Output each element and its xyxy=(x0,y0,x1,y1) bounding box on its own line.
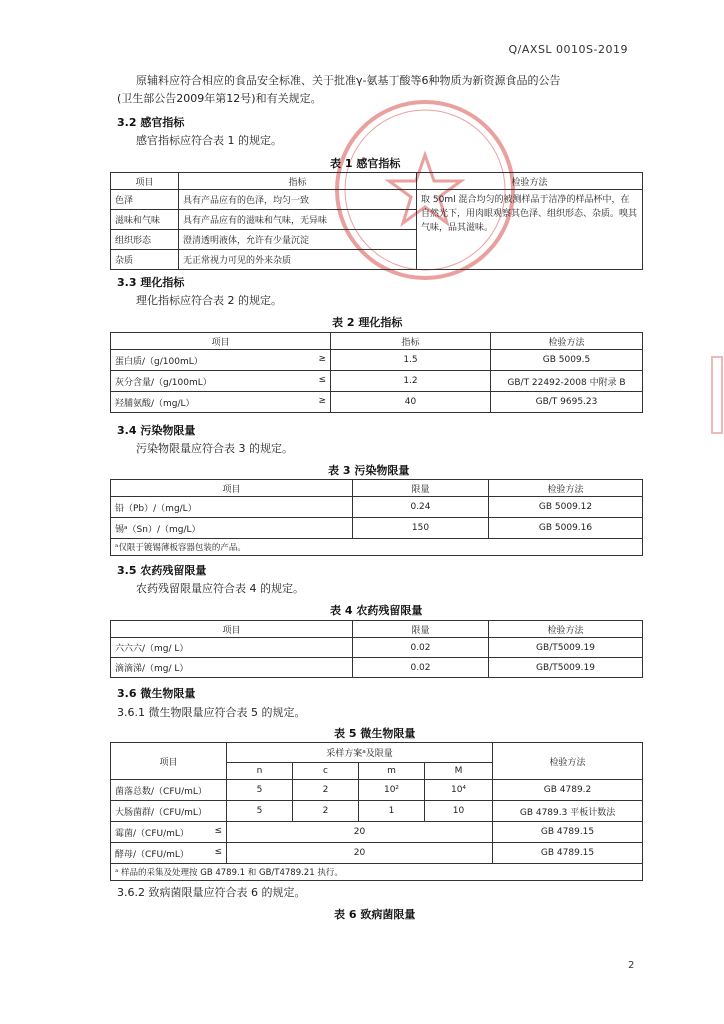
table-5-subheader-m: m xyxy=(359,763,425,780)
table-row-item: 霉菌/（CFU/mL） ≤ xyxy=(111,822,227,843)
table-row-method: GB/T5009.19 xyxy=(489,638,643,658)
table-1-method: 取 50ml 混合均匀的被测样品于洁净的样品杯中，在自然光下，用肉眼观察其色泽、组织形态、杂质。嗅其气味，品其滋味。 xyxy=(417,190,643,270)
table-row-n: 5 xyxy=(227,801,293,822)
table-2-caption: 表 2 理化指标 xyxy=(332,316,403,329)
table-row-c: 2 xyxy=(293,801,359,822)
table-row-method: GB/T 22492-2008 中附录 B xyxy=(491,371,643,392)
table-row-value: 无正常视力可见的外来杂质 xyxy=(179,250,417,270)
comparison-operator: ≤ xyxy=(214,825,222,836)
table-row-item: 六六六/（mg/ L） xyxy=(111,638,353,658)
table-5-header-plan: 采样方案ᵃ及限量 xyxy=(227,743,493,763)
table-row-value: 0.02 xyxy=(353,638,489,658)
section-3-6-heading: 3.6 微生物限量 xyxy=(117,687,196,700)
comparison-operator: ≥ xyxy=(318,395,326,406)
table-3-header-value: 限量 xyxy=(353,480,489,497)
table-4-header-item: 项目 xyxy=(111,621,353,638)
table-row-value: 具有产品应有的滋味和气味，无异味 xyxy=(179,210,417,230)
table-1-caption: 表 1 感官指标 xyxy=(330,157,401,170)
table-3-caption: 表 3 污染物限量 xyxy=(328,464,410,477)
table-2-header-value: 指标 xyxy=(331,333,491,350)
table-row-method: GB 5009.16 xyxy=(489,518,643,539)
table-5 xyxy=(110,742,643,881)
table-1-header-method: 检验方法 xyxy=(417,173,643,190)
table-row-value: 20 xyxy=(227,822,493,843)
comparison-operator: ≤ xyxy=(214,846,222,857)
table-4 xyxy=(110,620,643,678)
table-row-c: 2 xyxy=(293,780,359,801)
table-5-subheader-M: M xyxy=(425,763,493,780)
table-row-method: GB 4789.3 平板计数法 xyxy=(493,801,643,822)
section-3-5-heading: 3.5 农药残留限量 xyxy=(117,564,207,577)
table-3-note: ᵃ仅限于镀锡薄板容器包装的产品。 xyxy=(111,539,643,556)
table-row-item: 滋味和气味 xyxy=(111,210,179,230)
table-3 xyxy=(110,479,643,556)
section-3-6-2-text: 3.6.2 致病菌限量应符合表 6 的规定。 xyxy=(117,886,306,899)
table-row-value: 1.5 xyxy=(331,350,491,371)
table-row-item: 大肠菌群/（CFU/mL） xyxy=(111,801,227,822)
table-row-method: GB/T5009.19 xyxy=(489,658,643,678)
standard-code: Q/AXSL 0010S-2019 xyxy=(508,43,628,56)
table-row-item: 杂质 xyxy=(111,250,179,270)
table-row-method: GB 4789.15 xyxy=(493,822,643,843)
section-3-2-text: 感官指标应符合表 1 的规定。 xyxy=(136,134,282,147)
table-row-method: GB 4789.2 xyxy=(493,780,643,801)
table-row-item: 锡ᵃ（Sn）/（mg/L） xyxy=(111,518,353,539)
section-3-4-heading: 3.4 污染物限量 xyxy=(117,424,196,437)
table-row-value: 具有产品应有的色泽，均匀一致 xyxy=(179,190,417,210)
section-3-5-text: 农药残留限量应符合表 4 的规定。 xyxy=(136,582,304,595)
table-row-item: 酵母/（CFU/mL） ≤ xyxy=(111,843,227,864)
table-row-item: 灰分含量/（g/100mL） ≤ xyxy=(111,371,331,392)
table-6-caption: 表 6 致病菌限量 xyxy=(334,908,416,921)
section-3-4-text: 污染物限量应符合表 3 的规定。 xyxy=(136,442,293,455)
table-row-item: 色泽 xyxy=(111,190,179,210)
edge-stamp-icon xyxy=(710,355,724,435)
table-3-header-item: 项目 xyxy=(111,480,353,497)
intro-line-2: (卫生部公告2009年第12号)和有关规定。 xyxy=(117,92,322,105)
table-5-header-method: 检验方法 xyxy=(493,743,643,780)
table-5-header-item: 项目 xyxy=(111,743,227,780)
section-3-3-text: 理化指标应符合表 2 的规定。 xyxy=(136,294,282,307)
section-3-3-heading: 3.3 理化指标 xyxy=(117,276,185,289)
table-2 xyxy=(110,332,643,413)
table-5-subheader-n: n xyxy=(227,763,293,780)
table-row-item: 组织形态 xyxy=(111,230,179,250)
table-row-m: 1 xyxy=(359,801,425,822)
table-1-header-value: 指标 xyxy=(179,173,417,190)
comparison-operator: ≥ xyxy=(318,353,326,364)
table-row-M: 10 xyxy=(425,801,493,822)
table-row-value: 1.2 xyxy=(331,371,491,392)
section-3-2-heading: 3.2 感官指标 xyxy=(117,116,185,129)
table-row-value: 150 xyxy=(353,518,489,539)
intro-line-1: 原辅料应符合相应的食品安全标准、关于批准γ-氨基丁酸等6种物质为新资源食品的公告 xyxy=(136,74,561,87)
table-2-header-method: 检验方法 xyxy=(491,333,643,350)
table-5-note: ᵃ 样品的采集及处理按 GB 4789.1 和 GB/T4789.21 执行。 xyxy=(111,864,643,881)
table-2-header-item: 项目 xyxy=(111,333,331,350)
page-number: 2 xyxy=(628,960,635,971)
table-row-value: 40 xyxy=(331,392,491,413)
table-row-item: 羟脯氨酸/（mg/L） ≥ xyxy=(111,392,331,413)
table-row-M: 10⁴ xyxy=(425,780,493,801)
table-row-method: GB 5009.5 xyxy=(491,350,643,371)
table-row-value: 0.24 xyxy=(353,497,489,518)
table-5-subheader-c: c xyxy=(293,763,359,780)
table-4-header-value: 限量 xyxy=(353,621,489,638)
table-row-method: GB 4789.15 xyxy=(493,843,643,864)
table-row-item: 铅（Pb）/（mg/L） xyxy=(111,497,353,518)
section-3-6-1-text: 3.6.1 微生物限量应符合表 5 的规定。 xyxy=(117,706,306,719)
table-row-m: 10² xyxy=(359,780,425,801)
table-row-method: GB/T 9695.23 xyxy=(491,392,643,413)
table-row-item: 蛋白质/（g/100mL） ≥ xyxy=(111,350,331,371)
table-row-value: 0.02 xyxy=(353,658,489,678)
table-row-method: GB 5009.12 xyxy=(489,497,643,518)
table-5-caption: 表 5 微生物限量 xyxy=(334,727,416,740)
table-row-n: 5 xyxy=(227,780,293,801)
comparison-operator: ≤ xyxy=(318,374,326,385)
table-4-header-method: 检验方法 xyxy=(489,621,643,638)
table-3-header-method: 检验方法 xyxy=(489,480,643,497)
table-row-value: 20 xyxy=(227,843,493,864)
table-1-header-item: 项目 xyxy=(111,173,179,190)
table-1 xyxy=(110,172,643,270)
table-row-item: 菌落总数/（CFU/mL） xyxy=(111,780,227,801)
table-4-caption: 表 4 农药残留限量 xyxy=(330,604,423,617)
table-row-value: 澄清透明液体，允许有少量沉淀 xyxy=(179,230,417,250)
table-row-item: 滴滴涕/（mg/ L） xyxy=(111,658,353,678)
